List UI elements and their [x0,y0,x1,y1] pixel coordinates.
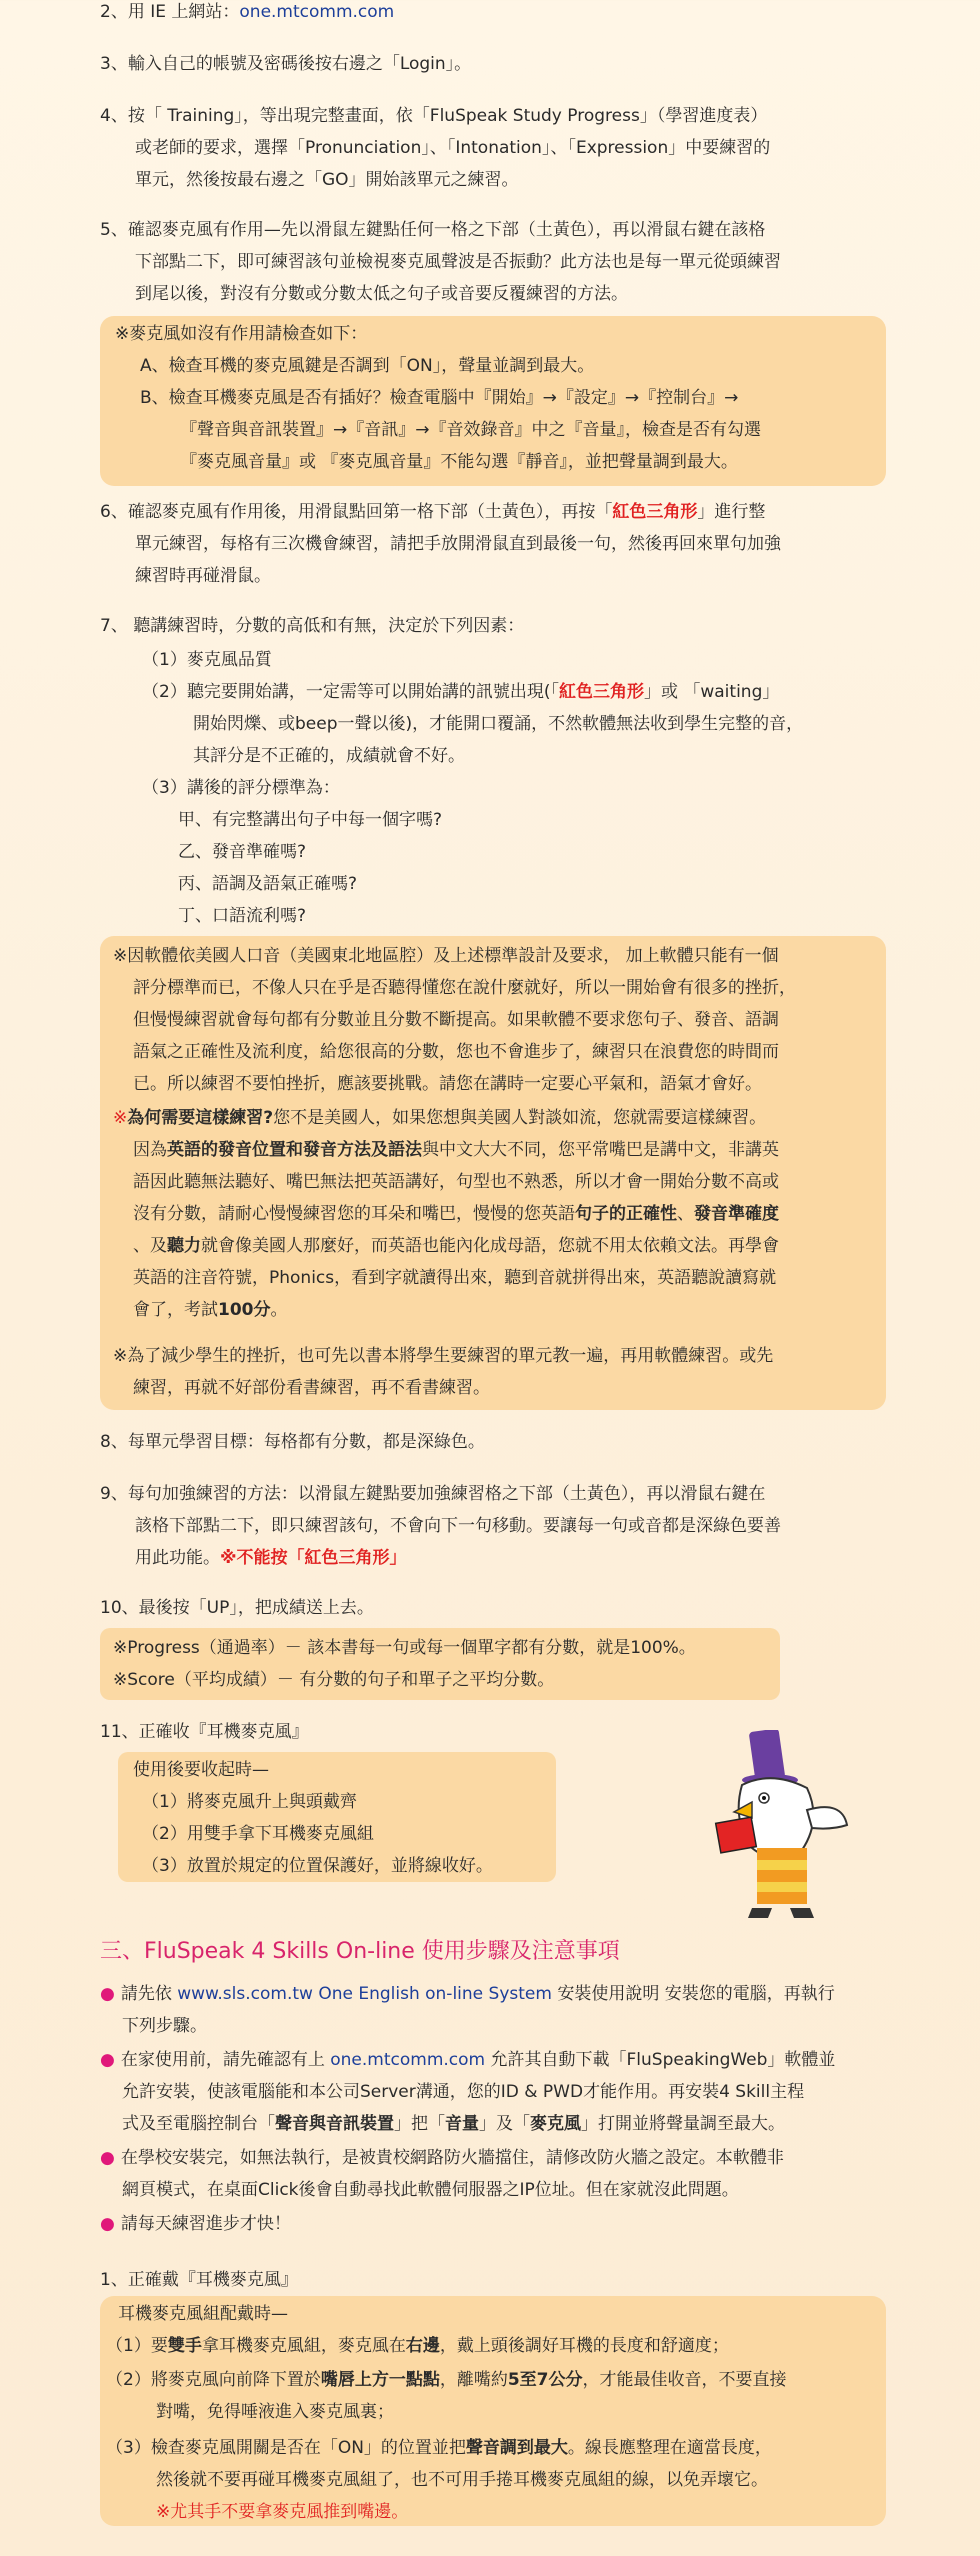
mtcomm-link[interactable]: one.mtcomm.com [330,2050,486,2070]
note-2-line-1 [113,1102,913,1134]
section-3-bullet-4 [100,2208,900,2240]
w1-c: 拿耳機麥克風組，麥克風在 [201,2336,406,2356]
wear-step-2 [106,2364,906,2396]
bullet-1-text-b: 安裝使用說明 安裝您的電腦，再執行 [551,1984,835,2004]
no-red-triangle-warning: ※不能按「紅色三角形」 [220,1548,407,1568]
step-5-line-1: 5、確認麥克風有作用—先以滑鼠左鍵點任何一格之下部（土黃色），再以滑鼠右鍵在該格 [100,220,766,240]
section-3-bullet-1-line-2: 下列步驟。 [122,2016,207,2036]
note-2-l7-a: 會了，考試 [133,1300,218,1320]
note-2-l5-a: 、及 [133,1236,167,1256]
section-3-bullet-2-line-2: 允許安裝，使該電腦能和本公司Server溝通，您的ID & PWD才能作用。再安裝4 Skill主程 [122,2082,805,2102]
store-headset-heading: 使用後要收起時— [133,1760,269,1780]
step-8: 8、每單元學習目標：每格都有分數，都是深綠色。 [100,1432,485,1452]
w3-c: 。線長應整理在適當長度， [567,2438,772,2458]
mic-box-b2: 『聲音與音訊裝置』→『音訊』→『音效錄音』中之『音量』，檢查是否有勾選 [180,420,761,440]
note-1-line-5: 已。所以練習不要怕挫折，應該要挑戰。請您在講時一定要心平氣和，語氣才會好。 [133,1074,762,1094]
step-2-text: 2、用 IE 上網站： [100,2,240,22]
step-4-line-1: 4、按「 Training」，等出現完整畫面，依「FluSpeak Study Progress」（學習進度表） [100,106,768,126]
step-11-title: 11、正確收『耳機麥克風』 [100,1722,309,1742]
note-2-line-4 [133,1198,933,1230]
section-3-bullet-3 [100,2142,900,2174]
bullet-3-text: 在學校安裝完，如無法執行，是被貴校網路防火牆擋住，請修改防火牆之設定。本軟體非 [120,2148,784,2168]
bullet-2-text-a: 在家使用前，請先確認有上 [120,2050,331,2070]
bullet-dot-icon: ● [100,1984,115,2004]
wear-step-2-line-2: 對嘴，免得唾液進入麥克風裏； [156,2402,394,2422]
note-2-line-3: 語因此聽無法聽好、嘴巴無法把英語講好，句型也不熟悉，所以才會一開始分數不高或 [133,1172,779,1192]
step-5-line-2: 下部點二下，即可練習該句並檢視麥克風聲波是否振動？此方法也是每一單元從頭練習 [135,252,781,272]
step-9-l3-text: 用此功能。 [135,1548,220,1568]
factor-3: （3）講後的評分標準為： [142,778,340,798]
factor-1: （1）麥克風品質 [142,650,272,670]
criterion-1: 甲、有完整講出句子中每一個字嗎? [178,810,443,830]
step-3: 3、輸入自己的帳號及密碼後按右邊之「Login」。 [100,54,472,74]
criterion-4: 丁、口語流利嗎? [178,906,307,926]
step-10: 10、最後按「UP」，把成績送上去。 [100,1598,374,1618]
note-2-text: 您不是美國人，如果您想與美國人對談如流，您就需要這樣練習。 [273,1108,767,1128]
section-3-bullet-1 [100,1978,900,2010]
b2l3-bold-1: 聲音與音訊裝置 [275,2114,394,2134]
note-2-l5-bold: 聽力 [167,1236,201,1256]
store-step-1: （1）將麥克風升上與頭戴齊 [142,1792,357,1812]
mic-box-b1: B、檢查耳機麥克風是否有插好？檢查電腦中『開始』→『設定』→『控制台』→ [140,388,739,408]
step-7-line-1: 7、 聽講練習時，分數的高低和有無，決定於下列因素： [100,616,525,636]
step-5-line-3: 到尾以後，對沒有分數或分數太低之句子或音要反覆練習的方法。 [135,284,628,304]
section-3-bullet-2 [100,2044,900,2076]
step-6-line-1 [100,496,900,528]
wear-headset-heading: 耳機麥克風組配戴時— [118,2304,288,2324]
wear-step-3-line-2: 然後就不要再碰耳機麥克風組了，也不可用手捲耳機麥克風組的線，以免弄壞它。 [156,2470,768,2490]
mic-box-title: ※麥克風如沒有作用請檢查如下： [115,324,368,344]
note-3-line-1: ※為了減少學生的挫折，也可先以書本將學生要練習的單元教一遍，再用軟體練習。或先 [113,1346,774,1366]
note-2-l5-c: 就會像美國人那麼好，而英語也能內化成母語，您就不用太依賴文法。再學會 [201,1236,779,1256]
note-2-mark: ※ [113,1108,128,1128]
factor-2-text-a: （2）聽完要開始講，一定需等可以開始講的訊號出現(「 [142,682,559,702]
bullet-dot-icon: ● [100,2050,115,2070]
step-4-line-2: 或老師的要求，選擇「Pronunciation」、「Intonation」、「Expression」中要練習的 [135,138,771,158]
note-2-l2-c: 與中文大大不同，您平常嘴巴是講中文，非講英 [422,1140,779,1160]
note-2-heading: 為何需要這樣練習? [127,1108,274,1128]
step-6-line-2: 單元練習，每格有三次機會練習，請把手放開滑鼠直到最後一句，然後再回來單句加強 [135,534,781,554]
w1-bold-1: 雙手 [167,2336,202,2356]
step-9-line-1: 9、每句加強練習的方法：以滑鼠左鍵點要加強練習格之下部（土黃色），再以滑鼠右鍵在 [100,1484,766,1504]
sls-install-link[interactable]: www.sls.com.tw One English on-line System [177,1984,552,2004]
note-2-l4-bold-2: 發音準確度 [694,1204,779,1224]
w3-bold: 聲音調到最大 [465,2438,568,2458]
b2l3-bold-2: 音量 [445,2114,479,2134]
store-step-2: （2）用雙手拿下耳機麥克風組 [142,1824,374,1844]
note-2-line-2 [133,1134,933,1166]
note-1-line-3: 但慢慢練習就會每句都有分數並且分數不斷提高。如果軟體不要求您句子、發音、語調 [133,1010,779,1030]
mic-box-b3: 『麥克風音量』或 『麥克風音量』不能勾選『靜音』，並把聲量調到最大。 [180,452,738,472]
note-3-line-2: 練習，再就不好部份看書練習，再不看書練習。 [133,1378,490,1398]
note-2-line-6: 英語的注音符號，Phonics，看到字就讀得出來，聽到音就拼得出來，英語聽說讀寫就 [133,1268,777,1288]
factor-2-line-3: 其評分是不正確的，成績就會不好。 [193,746,465,766]
bullet-2-text-b: 允許其自動下載「FluSpeakingWeb」軟體並 [485,2050,836,2070]
step-2 [100,0,900,28]
factor-2-text-b: 」或 「waiting」 [643,682,780,702]
section-3-bullet-2-line-3 [122,2108,922,2140]
w3-a: （3）檢查麥克風開關是否在「ON」的位置並把 [106,2438,466,2458]
store-step-3: （3）放置於規定的位置保護好，並將線收好。 [142,1856,493,1876]
w2-a: （2）將麥克風向前降下置於 [106,2370,321,2390]
note-2-l7-c: 。 [270,1300,288,1320]
bullet-4-text: 請每天練習進步才快！ [120,2214,291,2234]
step-9-line-2: 該格下部點二下，即只練習該句，不會向下一句移動。要讓每一句或音都是深綠色要善 [135,1516,781,1536]
red-triangle-label: 紅色三角形 [612,502,698,522]
step-6-line-3: 練習時再碰滑鼠。 [135,566,271,586]
mic-box-a: A、檢查耳機的麥克風鍵是否調到「ON」，聲量並調到最大。 [140,356,595,376]
w1-a: （1）要 [106,2336,168,2356]
progress-definition: ※Progress（通過率）－ 該本書每一句或每一個單字都有分數，就是100%。 [113,1638,696,1658]
w2-bold-2: 5至7公分 [507,2370,583,2390]
note-1-line-2: 評分標準而已，不像人只在乎是否聽得懂您在說什麼就好，所以一開始會有很多的挫折， [133,978,796,998]
criterion-2: 乙、發音準確嗎? [178,842,307,862]
factor-2-red-triangle: 紅色三角形 [558,682,644,702]
section-3-title: 三、FluSpeak 4 Skills On-line 使用步驟及注意事項 [100,1939,620,1964]
site-url[interactable]: one.mtcomm.com [239,2,395,22]
criterion-3: 丙、語調及語氣正確嗎? [178,874,358,894]
bird-mascot-illustration [712,1730,852,1920]
note-2-l7-bold: 100分 [218,1300,271,1320]
step-4-line-3: 單元，然後按最右邊之「GO」開始該單元之練習。 [135,170,519,190]
note-2-line-5 [133,1230,933,1262]
note-2-l2-bold: 英語的發音位置和發音方法及語法 [167,1140,422,1160]
w1-bold-2: 右邊 [405,2336,440,2356]
bullet-1-text-a: 請先依 [120,1984,178,2004]
score-definition: ※Score（平均成績）－ 有分數的句子和單子之平均分數。 [113,1670,555,1690]
b2l3-e: 」及「 [479,2114,530,2134]
step-6-text-a: 6、確認麥克風有作用後，用滑鼠點回第一格下部（土黃色），再按「 [100,502,613,522]
note-1-line-1: ※因軟體依美國人口音（美國東北地區腔）及上述標準設計及要求， 加上軟體只能有一個 [113,946,779,966]
section-3-bullet-3-line-2: 網頁模式，在桌面Click後會自動尋找此軟體伺服器之IP位址。但在家就沒此問題。 [122,2180,739,2200]
note-2-l4-a: 沒有分數，請耐心慢慢練習您的耳朵和嘴巴，慢慢的您英語 [133,1204,575,1224]
wear-warning: ※尤其手不要拿麥克風推到嘴邊。 [156,2502,409,2522]
factor-2-line-2: 開始閃爍、或beep一聲以後)，才能開口覆誦，不然軟體無法收到學生完整的音， [193,714,804,734]
note-2-line-7 [133,1294,933,1326]
wear-step-1 [106,2330,906,2362]
note-2-l4-sep: 、 [677,1204,694,1224]
bullet-dot-icon: ● [100,2148,115,2168]
b2l3-c: 」把「 [394,2114,445,2134]
b2l3-bold-3: 麥克風 [530,2114,581,2134]
wear-step-3 [106,2432,906,2464]
w2-bold-1: 嘴唇上方一點點 [320,2370,440,2390]
b2l3-g: 」打開並將聲量調至最大。 [581,2114,785,2134]
w2-e: ，才能最佳收音，不要直接 [582,2370,787,2390]
w2-c: ，離嘴約 [439,2370,508,2390]
factor-2-line-1 [142,676,942,708]
step-9-line-3 [135,1542,935,1574]
w1-e: ，戴上頭後調好耳機的長度和舒適度； [439,2336,729,2356]
note-2-l4-bold-1: 句子的正確性 [575,1204,677,1224]
note-2-l2-a: 因為 [133,1140,167,1160]
b2l3-a: 式及至電腦控制台「 [122,2114,275,2134]
step-6-text-b: 」進行整 [697,502,766,522]
bullet-dot-icon: ● [100,2214,115,2234]
wear-headset-title: 1、正確戴『耳機麥克風』 [100,2270,298,2290]
note-1-line-4: 語氣之正確性及流利度，給您很高的分數，您也不會進步了，練習只在浪費您的時間而 [133,1042,779,1062]
